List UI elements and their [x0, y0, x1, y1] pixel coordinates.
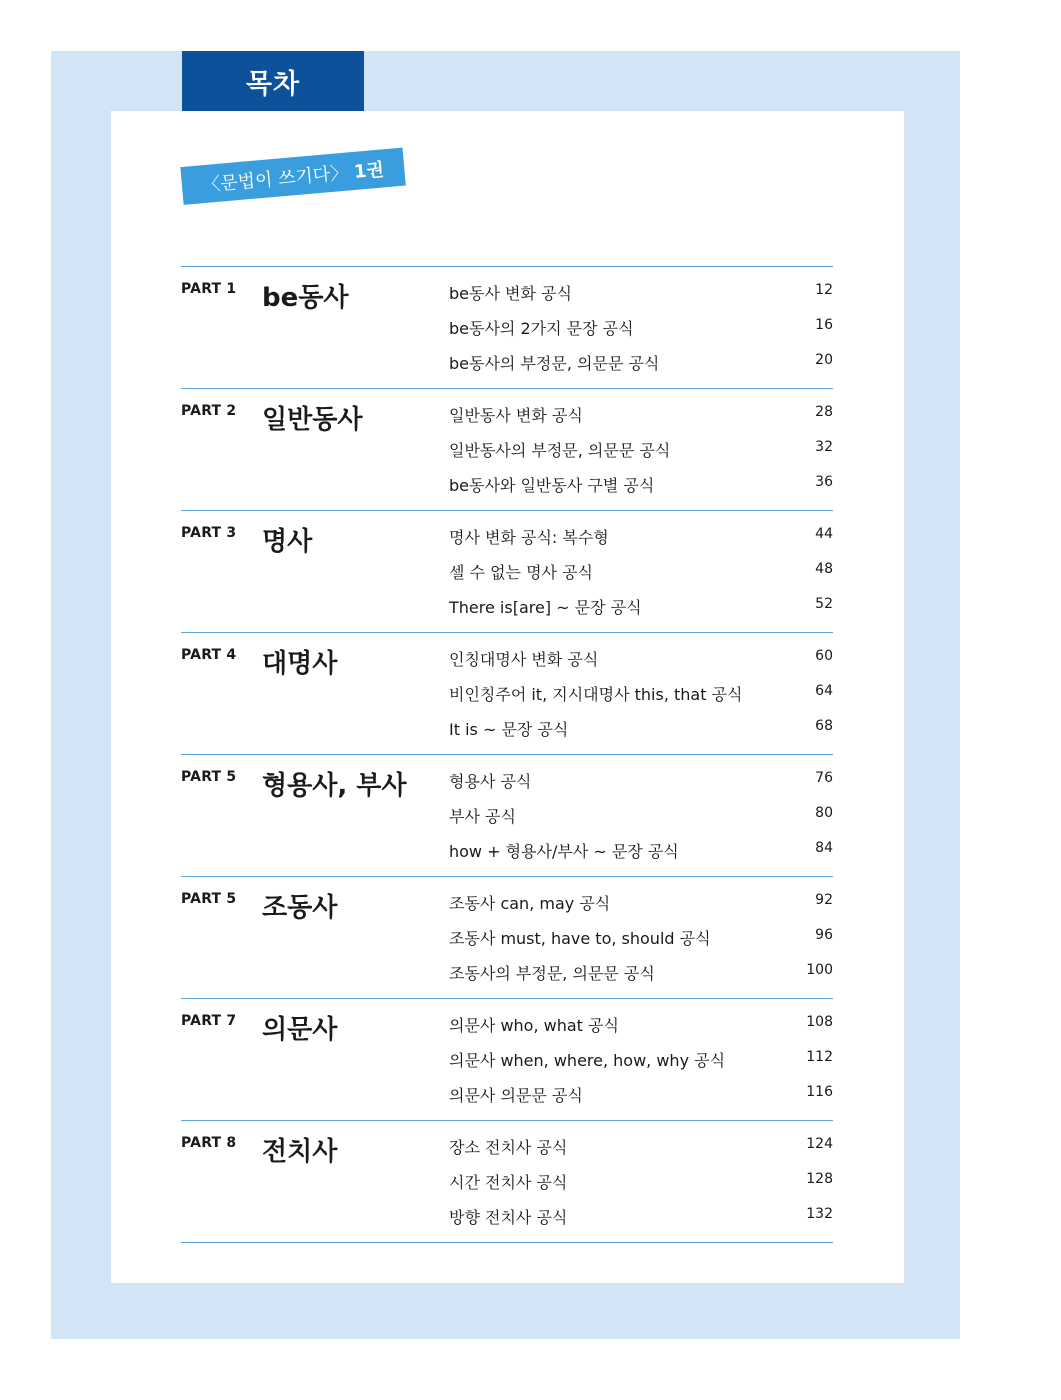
chapter-entry: [449, 560, 833, 595]
part-label: PART 3: [181, 525, 237, 541]
chapter-title: 조동사 must, have to, should 공식: [449, 929, 711, 948]
chapter-page-number: 28: [815, 404, 833, 420]
chapter-title: 의문사 who, what 공식: [449, 1016, 619, 1035]
chapter-page-number: 128: [806, 1171, 833, 1187]
chapter-list: [449, 281, 833, 386]
part-label: PART 7: [181, 1013, 237, 1029]
part-title: 명사: [262, 527, 313, 557]
chapter-page-number: 100: [806, 962, 833, 978]
chapter-page-number: 80: [815, 805, 833, 821]
chapter-page-number: 36: [815, 474, 833, 490]
chapter-page-number: 52: [815, 596, 833, 612]
toc-part-section: [181, 1121, 833, 1243]
chapter-title: be동사의 2가지 문장 공식: [449, 319, 634, 338]
chapter-title: There is[are] ~ 문장 공식: [449, 598, 642, 617]
chapter-title: 셀 수 없는 명사 공식: [449, 563, 593, 582]
part-label: PART 1: [181, 281, 237, 297]
toc-header-title: 목차: [245, 68, 301, 100]
part-title: 의문사: [262, 1015, 338, 1045]
chapter-entry: [449, 351, 833, 386]
chapter-page-number: 112: [806, 1049, 833, 1065]
chapter-list: [449, 769, 833, 874]
table-of-contents: [181, 266, 833, 1243]
chapter-entry: [449, 281, 833, 316]
chapter-entry: [449, 1170, 833, 1205]
chapter-entry: [449, 804, 833, 839]
chapter-entry: [449, 403, 833, 438]
chapter-entry: [449, 717, 833, 752]
chapter-title: 조동사의 부정문, 의문문 공식: [449, 964, 655, 983]
chapter-list: [449, 891, 833, 996]
chapter-title: 방향 전치사 공식: [449, 1208, 568, 1227]
chapter-page-number: 12: [815, 282, 833, 298]
chapter-title: 일반동사 변화 공식: [449, 406, 583, 425]
chapter-title: 일반동사의 부정문, 의문문 공식: [449, 441, 671, 460]
chapter-entry: [449, 1135, 833, 1170]
chapter-entry: [449, 839, 833, 874]
chapter-list: [449, 1013, 833, 1118]
chapter-title: 의문사 의문문 공식: [449, 1086, 583, 1105]
chapter-page-number: 108: [806, 1014, 833, 1030]
chapter-entry: [449, 1013, 833, 1048]
chapter-page-number: 116: [806, 1084, 833, 1100]
chapter-page-number: 84: [815, 840, 833, 856]
part-label: PART 4: [181, 647, 237, 663]
chapter-page-number: 60: [815, 648, 833, 664]
chapter-page-number: 92: [815, 892, 833, 908]
chapter-title: be동사의 부정문, 의문문 공식: [449, 354, 660, 373]
chapter-title: be동사 변화 공식: [449, 284, 572, 303]
part-label: PART 2: [181, 403, 237, 419]
chapter-title: be동사와 일반동사 구별 공식: [449, 476, 655, 495]
chapter-entry: [449, 1048, 833, 1083]
toc-part-section: [181, 511, 833, 633]
chapter-entry: [449, 316, 833, 351]
chapter-list: [449, 647, 833, 752]
part-title: 대명사: [262, 649, 338, 679]
chapter-page-number: 96: [815, 927, 833, 943]
chapter-entry: [449, 1083, 833, 1118]
chapter-page-number: 68: [815, 718, 833, 734]
chapter-title: how + 형용사/부사 ~ 문장 공식: [449, 842, 679, 861]
chapter-page-number: 76: [815, 770, 833, 786]
part-label: PART 8: [181, 1135, 237, 1151]
chapter-page-number: 64: [815, 683, 833, 699]
chapter-list: [449, 403, 833, 508]
chapter-list: [449, 1135, 833, 1240]
part-title: 형용사, 부사: [262, 771, 407, 801]
part-title: be동사: [262, 283, 349, 313]
chapter-page-number: 132: [806, 1206, 833, 1222]
part-title: 조동사: [262, 893, 338, 923]
chapter-entry: [449, 926, 833, 961]
chapter-title: 비인칭주어 it, 지시대명사 this, that 공식: [449, 685, 743, 704]
chapter-entry: [449, 891, 833, 926]
chapter-title: 조동사 can, may 공식: [449, 894, 611, 913]
toc-part-section: [181, 633, 833, 755]
book-volume: 1권: [353, 159, 385, 183]
part-label: PART 5: [181, 769, 237, 785]
chapter-title: 부사 공식: [449, 807, 516, 826]
chapter-page-number: 44: [815, 526, 833, 542]
chapter-entry: [449, 769, 833, 804]
toc-part-section: [181, 877, 833, 999]
chapter-entry: [449, 473, 833, 508]
chapter-entry: [449, 961, 833, 996]
chapter-page-number: 48: [815, 561, 833, 577]
toc-part-section: [181, 999, 833, 1121]
chapter-page-number: 32: [815, 439, 833, 455]
chapter-title: 인칭대명사 변화 공식: [449, 650, 599, 669]
toc-part-section: [181, 755, 833, 877]
chapter-title: 의문사 when, where, how, why 공식: [449, 1051, 726, 1070]
chapter-title: 명사 변화 공식: 복수형: [449, 528, 609, 547]
part-title: 전치사: [262, 1137, 338, 1167]
chapter-title: It is ~ 문장 공식: [449, 720, 569, 739]
chapter-entry: [449, 525, 833, 560]
book-title: 〈문법이 쓰기다〉: [201, 162, 349, 197]
chapter-entry: [449, 438, 833, 473]
chapter-title: 장소 전치사 공식: [449, 1138, 568, 1157]
part-title: 일반동사: [262, 405, 363, 435]
chapter-entry: [449, 647, 833, 682]
chapter-entry: [449, 1205, 833, 1240]
chapter-page-number: 20: [815, 352, 833, 368]
toc-part-section: [181, 267, 833, 389]
chapter-list: [449, 525, 833, 630]
chapter-page-number: 124: [806, 1136, 833, 1152]
chapter-title: 시간 전치사 공식: [449, 1173, 568, 1192]
part-label: PART 5: [181, 891, 237, 907]
toc-part-section: [181, 389, 833, 511]
chapter-entry: [449, 682, 833, 717]
chapter-page-number: 16: [815, 317, 833, 333]
toc-header-tab: [182, 51, 364, 111]
chapter-entry: [449, 595, 833, 630]
chapter-title: 형용사 공식: [449, 772, 532, 791]
